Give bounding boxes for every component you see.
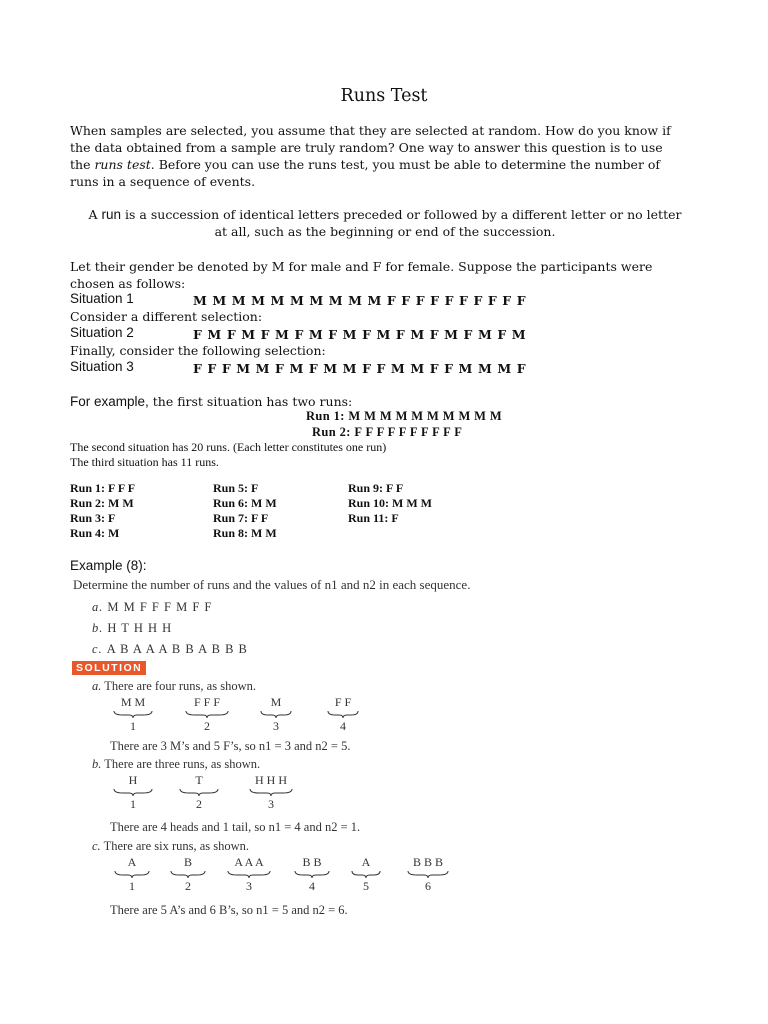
run-entry: Run 10: M M M bbox=[348, 496, 432, 510]
run-entry: Run 4: M bbox=[70, 526, 120, 540]
brace-icon bbox=[170, 870, 206, 879]
run-column bbox=[213, 481, 277, 541]
run-group: M 3 bbox=[258, 695, 294, 734]
run-group: M M 1 bbox=[110, 695, 156, 734]
run-group: B 2 bbox=[166, 855, 210, 894]
run-entry: Run 7: F F bbox=[213, 511, 269, 525]
run-entry: Run 8: M M bbox=[213, 526, 277, 540]
run-entry: Run 9: F F bbox=[348, 481, 404, 495]
item-sequence: H T H H H bbox=[107, 621, 173, 635]
note-second-situation: The second situation has 20 runs. (Each letter constitutes one run) bbox=[70, 440, 387, 454]
situation-label: Situation 1 bbox=[70, 291, 134, 306]
gender-line: Let their gender be denoted by M for male and F for female. Suppose the participants were bbox=[70, 259, 653, 274]
solution-summary: There are 3 M’s and 5 F’s, so n1 = 3 and n2 = 5. bbox=[110, 739, 351, 753]
example8-question: Determine the number of runs and the values of n1 and n2 in each sequence. bbox=[73, 577, 471, 592]
run-group: F F 4 bbox=[324, 695, 362, 734]
example-sentence: For example, the first situation has two runs: bbox=[70, 394, 353, 409]
solution-intro: c. There are six runs, as shown. bbox=[92, 839, 250, 853]
brace-icon bbox=[407, 870, 449, 879]
intro-paragraph bbox=[70, 122, 700, 190]
brace-icon bbox=[113, 710, 153, 719]
run-definition bbox=[70, 206, 700, 240]
brace-icon bbox=[179, 788, 219, 797]
item-letter: c. bbox=[92, 642, 103, 656]
consider-text: Consider a different selection: bbox=[70, 309, 263, 324]
run-group: F F F 2 bbox=[182, 695, 232, 734]
intro-line: the data obtained from a sample are truly random? One way to answer this question is to use bbox=[70, 140, 663, 155]
item-sequence: M M F F F M F F bbox=[107, 600, 213, 614]
example8-heading: Example (8): bbox=[70, 558, 147, 573]
run-group: H 1 bbox=[110, 773, 156, 812]
situation-label: Situation 2 bbox=[70, 325, 134, 340]
brace-icon bbox=[260, 710, 292, 719]
runs-test-term: runs test bbox=[94, 157, 151, 172]
run-group: A 1 bbox=[110, 855, 154, 894]
run-entry: Run 11: F bbox=[348, 511, 399, 525]
definition-line: A run is a succession of identical letters preceded or followed by a different letter or no letter bbox=[88, 207, 682, 222]
brace-icon bbox=[327, 710, 359, 719]
intro-line: runs in a sequence of events. bbox=[70, 174, 256, 189]
run-entry: Run 5: F bbox=[213, 481, 259, 495]
brace-icon bbox=[185, 710, 229, 719]
intro-line: the runs test. Before you can use the runs test, you must be able to determine the number of bbox=[70, 157, 661, 172]
run-group: B B B 6 bbox=[404, 855, 452, 894]
run-entry: Run 3: F bbox=[70, 511, 116, 525]
page-title: Runs Test bbox=[340, 86, 428, 106]
run-entry: Run 6: M M bbox=[213, 496, 277, 510]
run-entry: Run 1: F F F bbox=[70, 481, 136, 495]
item-letter: a. bbox=[92, 600, 104, 614]
situation-sequence: M M M M M M M M M M F F F F F F F F F F bbox=[193, 293, 527, 308]
run-group: H H H 3 bbox=[246, 773, 296, 812]
solution-badge: SOLUTION bbox=[72, 661, 146, 675]
brace-icon bbox=[249, 788, 293, 797]
run-group: T 2 bbox=[176, 773, 222, 812]
solution-intro: a. There are four runs, as shown. bbox=[92, 679, 256, 693]
item-letter: b. bbox=[92, 621, 104, 635]
brace-icon bbox=[294, 870, 330, 879]
sequence-item bbox=[92, 598, 212, 616]
run-group: A 5 bbox=[348, 855, 384, 894]
sequence-item bbox=[92, 640, 248, 658]
gender-line: chosen as follows: bbox=[70, 276, 186, 291]
finally-text: Finally, consider the following selection: bbox=[70, 343, 326, 358]
situation-sequence: F M F M F M F M F M F M F M F M F M F M bbox=[193, 327, 527, 342]
run-groups-c bbox=[110, 855, 470, 901]
solution-summary: There are 5 A’s and 6 B’s, so n1 = 5 and n2 = 6. bbox=[110, 903, 348, 917]
gender-paragraph bbox=[70, 258, 710, 292]
example-bold: For example, bbox=[70, 394, 149, 409]
item-sequence: A B A A A B B A B B B bbox=[106, 642, 248, 656]
run-column bbox=[70, 481, 135, 541]
situation-sequence: F F F M M F M F M M F F M M F F M M M F bbox=[193, 361, 527, 376]
solution-intro: b. There are three runs, as shown. bbox=[92, 757, 261, 771]
brace-icon bbox=[113, 788, 153, 797]
run-groups-b bbox=[110, 773, 310, 819]
definition-line: at all, such as the beginning or end of the succession. bbox=[214, 224, 556, 239]
brace-icon bbox=[351, 870, 381, 879]
run-groups-a bbox=[110, 695, 370, 739]
brace-icon bbox=[227, 870, 271, 879]
run-group: A A A 3 bbox=[224, 855, 274, 894]
sequence-item bbox=[92, 619, 172, 637]
intro-line: When samples are selected, you assume that they are selected at random. How do you know if bbox=[70, 123, 671, 138]
run-entry: Run 2: M M bbox=[70, 496, 134, 510]
note-third-situation: The third situation has 11 runs. bbox=[70, 455, 219, 469]
run-group: B B 4 bbox=[290, 855, 334, 894]
brace-icon bbox=[114, 870, 150, 879]
run-term: run bbox=[101, 207, 122, 222]
situation1-run1: Run 1: M M M M M M M M M M bbox=[306, 409, 503, 423]
run-column bbox=[348, 481, 432, 526]
situation-label: Situation 3 bbox=[70, 359, 134, 374]
situation1-run2: Run 2: F F F F F F F F F F bbox=[312, 425, 463, 439]
solution-summary: There are 4 heads and 1 tail, so n1 = 4 and n2 = 1. bbox=[110, 820, 361, 834]
